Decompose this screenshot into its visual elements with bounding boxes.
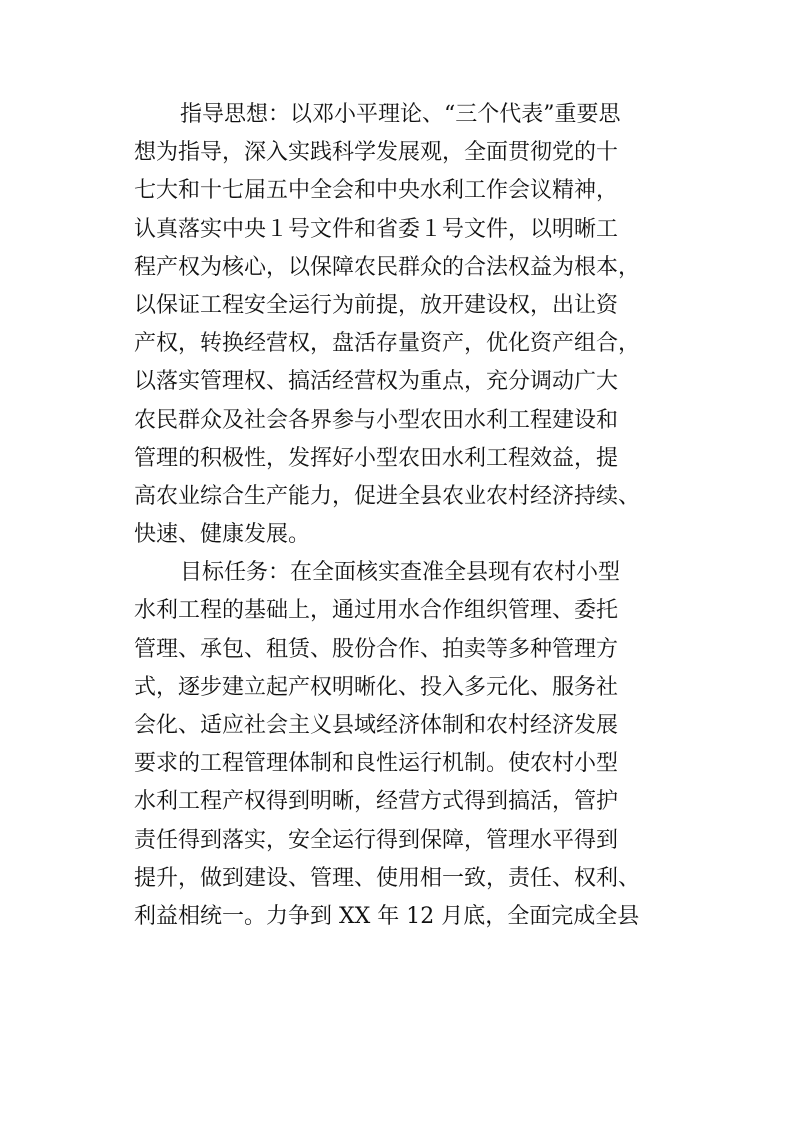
paragraph-2-line-6: 要求的工程管理体制和良性运行机制。使农村小型 [134, 751, 619, 777]
document-body [134, 96, 694, 936]
paragraph-2-line-1: 目标任务：在全面核实查准全县现有农村小型 [180, 560, 621, 586]
paragraph-1-line-10: 管理的积极性，发挥好小型农田水利工程效益，提 [134, 445, 619, 471]
paragraph-1-line-9: 农民群众及社会各界参与小型农田水利工程建设和 [134, 407, 619, 433]
paragraph-2-line-4: 式，逐步建立起产权明晰化、投入多元化、服务社 [134, 674, 619, 700]
paragraph-2-line-8: 责任得到落实，安全运行得到保障，管理水平得到 [134, 827, 619, 853]
paragraph-2-label: 目标任务 [180, 560, 269, 586]
paragraph-2-line-9: 提升，做到建设、管理、使用相一致，责任、权利、 [134, 865, 641, 891]
paragraph-1-line-12: 快速、健康发展。 [134, 522, 311, 548]
paragraph-2-line-10: 利益相统一。力争到 XX 年 12 月底，全面完成全县 [134, 903, 640, 929]
paragraph-2-line-3: 管理、承包、租赁、股份合作、拍卖等多种管理方 [134, 636, 619, 662]
paragraph-1-line-6: 以保证工程安全运行为前提，放开建设权，出让资 [134, 292, 619, 318]
paragraph-1-line-3: 七大和十七届五中全会和中央水利工作会议精神， [134, 178, 619, 204]
paragraph-2-line-2: 水利工程的基础上，通过用水合作组织管理、委托 [134, 598, 619, 624]
paragraph-1-line-5: 程产权为核心，以保障农民群众的合法权益为根本， [134, 254, 641, 280]
paragraph-1-line-1: 指导思想：以邓小平理论、“三个代表”重要思 [180, 102, 621, 127]
paragraph-1-line-7: 产权，转换经营权，盘活存量资产，优化资产组合， [134, 331, 641, 357]
paragraph-1-line-11: 高农业综合生产能力，促进全县农业农村经济持续、 [134, 483, 641, 509]
paragraph-2-line-7: 水利工程产权得到明晰，经营方式得到搞活，管护 [134, 789, 619, 815]
paragraph-2-line-5: 会化、适应社会主义县域经济体制和农村经济发展 [134, 713, 619, 738]
paragraph-1-line-2: 想为指导，深入实践科学发展观，全面贯彻党的十 [134, 140, 619, 166]
paragraph-1-line-4: 认真落实中央１号文件和省委１号文件，以明晰工 [134, 216, 619, 242]
paragraph-1-label: 指导思想 [180, 102, 269, 127]
paragraph-1-line-8: 以落实管理权、搞活经营权为重点，充分调动广大 [134, 369, 619, 395]
